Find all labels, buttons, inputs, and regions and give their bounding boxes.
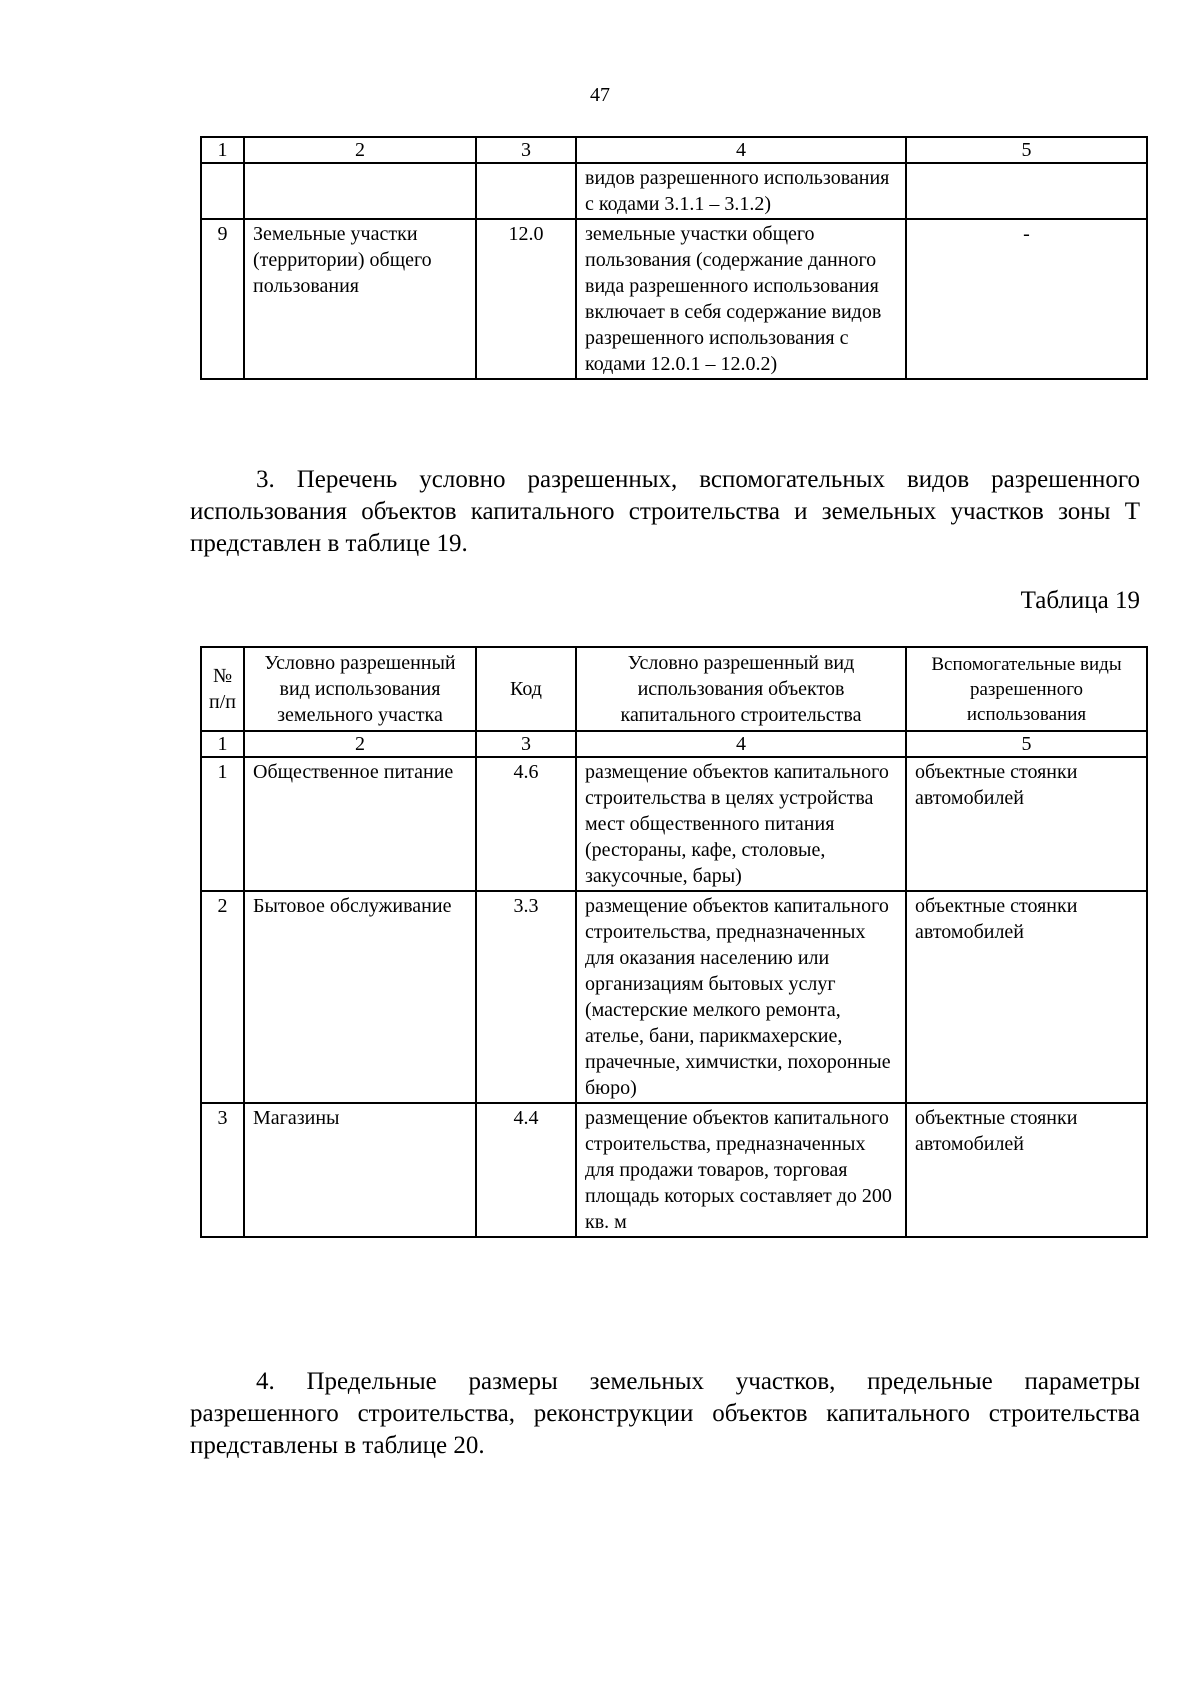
- table-column-numbers: [201, 731, 1147, 757]
- header-description: Условно разрешенный вид использования объектов капитального строительства: [576, 647, 906, 731]
- table-column-numbers: [201, 137, 1147, 163]
- col-number: 1: [201, 731, 244, 757]
- row-description: размещение объектов капитального строительства в целях устройства мест общественного питания (рестораны, кафе, столовые, закусочные, бары): [576, 757, 906, 891]
- row-aux: объектные стоянки автомобилей: [906, 757, 1147, 891]
- row-number: 1: [201, 757, 244, 891]
- row-code: 12.0: [476, 219, 576, 379]
- table-row: [201, 163, 1147, 219]
- row-name: Магазины: [244, 1103, 476, 1237]
- row-description: земельные участки общего пользования (содержание данного вида разрешенного использования включает в себя содержание видов разрешенного использования с кодами 12.0.1 – 12.0.2): [576, 219, 906, 379]
- col-number: 4: [576, 731, 906, 757]
- col-number: 4: [576, 137, 906, 163]
- table-row: [201, 891, 1147, 1103]
- row-name: Земельные участки (территории) общего пользования: [244, 219, 476, 379]
- row-name: Бытовое обслуживание: [244, 891, 476, 1103]
- paragraph-4: 4. Предельные размеры земельных участков, предельные параметры разрешенного строительства, реконструкции объектов капитального строительства представлены в таблице 20.: [190, 1368, 1140, 1459]
- row-aux: [906, 163, 1147, 219]
- header-code: Код: [476, 647, 576, 731]
- row-aux: объектные стоянки автомобилей: [906, 891, 1147, 1103]
- col-number: 3: [476, 137, 576, 163]
- col-number: 2: [244, 731, 476, 757]
- row-aux: объектные стоянки автомобилей: [906, 1103, 1147, 1237]
- table-19-caption: Таблица 19: [1020, 587, 1140, 614]
- table-row: [201, 1103, 1147, 1237]
- row-number: 3: [201, 1103, 244, 1237]
- row-description: размещение объектов капитального строительства, предназначенных для оказания населению или организациям бытовых услуг (мастерские мелкого ремонта, ателье, бани, парикмахерские, прачечные, химчистки, похоронные бюро): [576, 891, 906, 1103]
- header-aux: Вспомогательные виды разрешенного использования: [906, 647, 1147, 731]
- col-number: 2: [244, 137, 476, 163]
- row-number: 2: [201, 891, 244, 1103]
- col-number: 3: [476, 731, 576, 757]
- row-aux: -: [906, 219, 1147, 379]
- row-number: 9: [201, 219, 244, 379]
- row-name: [244, 163, 476, 219]
- col-number: 5: [906, 731, 1147, 757]
- row-code: [476, 163, 576, 219]
- row-name: Общественное питание: [244, 757, 476, 891]
- header-name: Условно разрешенный вид использования земельного участка: [244, 647, 476, 731]
- row-code: 4.6: [476, 757, 576, 891]
- table-19: [200, 646, 1148, 1238]
- row-description: размещение объектов капитального строительства, предназначенных для продажи товаров, торговая площадь которых составляет до 200 кв. м: [576, 1103, 906, 1237]
- col-number: 5: [906, 137, 1147, 163]
- row-code: 3.3: [476, 891, 576, 1103]
- paragraph-3: 3. Перечень условно разрешенных, вспомогательных видов разрешенного использования объектов капитального строительства и земельных участков зоны Т представлен в таблице 19.: [190, 466, 1140, 557]
- table-row: [201, 757, 1147, 891]
- table-row: [201, 219, 1147, 379]
- table-header-row: [201, 647, 1147, 731]
- table-continued: [200, 136, 1148, 380]
- header-num: № п/п: [201, 647, 244, 731]
- row-number: [201, 163, 244, 219]
- col-number: 1: [201, 137, 244, 163]
- page-number: 47: [590, 84, 610, 106]
- row-code: 4.4: [476, 1103, 576, 1237]
- row-description: видов разрешенного использования с кодами 3.1.1 – 3.1.2): [576, 163, 906, 219]
